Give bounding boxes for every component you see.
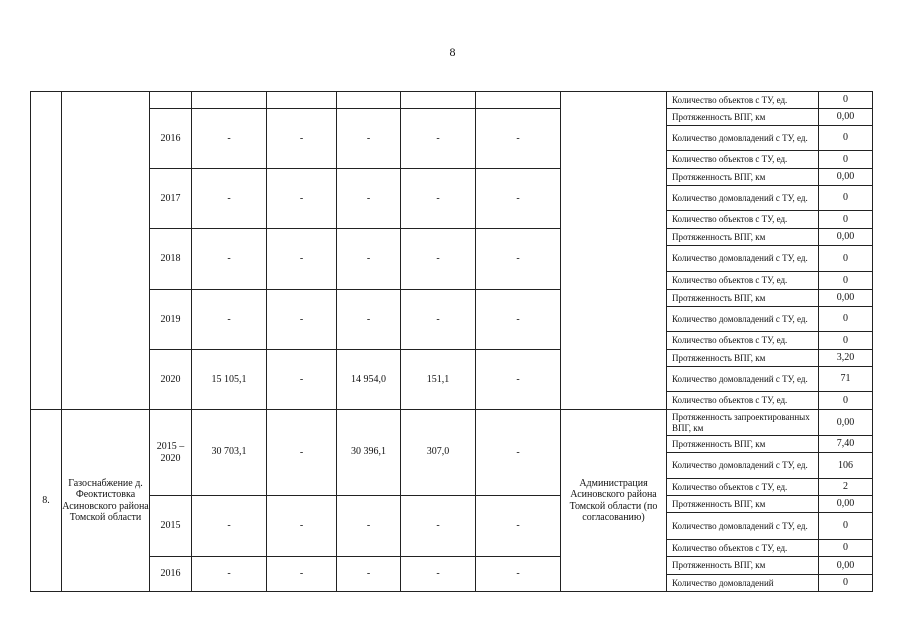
indicator-label-text: Количество объектов с ТУ, ед.: [672, 94, 788, 105]
year-cell: [149, 168, 192, 229]
indicator-value: [818, 306, 873, 332]
local-cell-text: -: [436, 253, 440, 265]
indicator-label-text: Протяженность ВПГ, км: [672, 231, 766, 242]
total-cell-text: -: [227, 520, 231, 532]
federal-cell: [266, 495, 337, 557]
indicator-label: [666, 349, 819, 367]
indicator-value: [818, 210, 873, 229]
page-number: 8: [449, 45, 456, 59]
indicator-value-text: 0: [843, 577, 848, 589]
federal-cell: [266, 556, 337, 592]
indicator-value: [818, 150, 873, 169]
indicator-value-text: 0: [843, 213, 848, 225]
local-cell-text: -: [436, 520, 440, 532]
indicator-value-text: 2: [843, 481, 848, 493]
executor-cell-continued: [560, 91, 667, 410]
local-cell-text: -: [436, 313, 440, 325]
item-name: [61, 409, 150, 592]
year-cell-text: 2019: [160, 313, 181, 325]
item-name-text: Газоснабжение д. Феоктистовка Асиновского района Томской области: [62, 477, 149, 523]
year-cell-text: 2015 – 2020: [156, 441, 185, 464]
other-cell-text: -: [516, 446, 520, 458]
federal-cell: [266, 409, 337, 496]
indicator-value: [818, 391, 873, 410]
other-cell-text: -: [516, 313, 520, 325]
item-number-text: 8.: [42, 494, 50, 506]
local-cell-text: -: [436, 132, 440, 144]
indicator-value-text: 0,00: [836, 292, 855, 304]
federal-cell-text: -: [299, 132, 304, 144]
indicator-value-text: 0: [843, 334, 848, 346]
item-executor: [560, 409, 667, 592]
indicator-value: [818, 366, 873, 392]
indicator-label: [666, 366, 819, 392]
indicator-value: [818, 185, 873, 211]
indicator-value-text: 0: [843, 542, 848, 554]
local-cell-text: -: [436, 568, 440, 580]
indicator-label: [666, 271, 819, 290]
indicator-label-text: Количество объектов с ТУ, ед.: [672, 214, 788, 225]
indicator-label: [666, 91, 819, 109]
indicator-label: [666, 435, 819, 453]
year-cell-text: 2015: [160, 520, 181, 532]
indicator-label: [666, 210, 819, 229]
local-cell-text: 151,1: [426, 373, 450, 385]
other-cell-text: -: [516, 520, 520, 532]
indicator-value: [818, 478, 873, 496]
total-cell: [191, 556, 267, 592]
indicator-value-text: 0: [843, 274, 848, 286]
federal-cell-text: -: [299, 313, 304, 325]
local-cell-text: -: [436, 192, 440, 204]
indicator-label: [666, 245, 819, 272]
indicator-value: [818, 289, 873, 307]
other-cell: [475, 228, 561, 290]
indicator-value-text: 0,00: [836, 416, 855, 428]
indicator-label: [666, 306, 819, 332]
indicator-label: [666, 556, 819, 575]
indicator-label: [666, 574, 819, 592]
other-cell-text: -: [516, 568, 520, 580]
indicator-label-text: Количество домовладений с ТУ, ед.: [672, 373, 808, 384]
indicator-label-text: Протяженность ВПГ, км: [672, 498, 766, 509]
regional-cell: [336, 495, 401, 557]
empty-cell: [191, 91, 267, 109]
federal-cell-text: -: [299, 192, 304, 204]
indicator-label-text: Количество домовладений с ТУ, ед.: [672, 253, 808, 264]
indicator-value: [818, 435, 873, 453]
indicator-value: [818, 168, 873, 186]
other-cell-text: -: [516, 373, 520, 385]
year-cell-text: 2020: [160, 373, 181, 385]
year-cell: [149, 409, 192, 496]
federal-cell-text: -: [299, 568, 304, 580]
regional-cell: [336, 108, 401, 169]
other-cell: [475, 556, 561, 592]
indicator-value: [818, 556, 873, 575]
indicator-label-text: Количество домовладений с ТУ, ед.: [672, 460, 808, 471]
indicator-label: [666, 185, 819, 211]
indicator-value: [818, 574, 873, 592]
indicator-label-text: Протяженность ВПГ, км: [672, 560, 766, 571]
year-cell: [149, 228, 192, 290]
federal-cell-text: -: [299, 373, 304, 385]
indicator-label-text: Количество объектов с ТУ, ед.: [672, 154, 788, 165]
empty-cell: [149, 91, 192, 109]
regional-cell: [336, 228, 401, 290]
indicator-label-text: Количество домовладений с ТУ, ед.: [672, 132, 808, 143]
indicator-value: [818, 245, 873, 272]
indicator-label: [666, 228, 819, 246]
total-cell-text: 30 703,1: [211, 446, 247, 457]
year-cell: [149, 556, 192, 592]
regional-cell-text: -: [366, 192, 371, 204]
other-cell: [475, 349, 561, 410]
regional-cell: [336, 556, 401, 592]
indicator-label-text: Протяженность ВПГ, км: [672, 292, 766, 303]
indicator-value-text: 0: [843, 94, 848, 106]
empty-cell: [475, 91, 561, 109]
indicator-label-text: Протяженность ВПГ, км: [672, 352, 766, 363]
total-cell: [191, 168, 267, 229]
regional-cell-text: -: [366, 313, 371, 325]
indicator-label: [666, 289, 819, 307]
indicator-label: [666, 478, 819, 496]
year-cell-text: 2016: [160, 568, 181, 580]
federal-cell-text: -: [299, 520, 304, 532]
year-cell-text: 2018: [160, 253, 181, 265]
regional-cell-text: -: [366, 520, 371, 532]
federal-cell: [266, 168, 337, 229]
indicator-value-text: 0,00: [836, 171, 855, 183]
total-cell-text: -: [227, 568, 231, 580]
indicator-label-text: Протяженность запроектированных ВПГ, км: [672, 412, 810, 433]
regional-cell: [336, 409, 401, 496]
indicator-value-text: 0: [843, 313, 848, 325]
indicator-label-text: Количество объектов с ТУ, ед.: [672, 395, 788, 406]
other-cell: [475, 409, 561, 496]
indicator-value: [818, 495, 873, 513]
indicator-label: [666, 108, 819, 126]
local-cell-text: 307,0: [426, 446, 450, 457]
total-cell-text: -: [227, 132, 231, 144]
total-cell: [191, 289, 267, 350]
item-number: [30, 409, 62, 592]
indicator-label-text: Протяженность ВПГ, км: [672, 111, 766, 122]
total-cell: [191, 349, 267, 410]
regional-cell: [336, 289, 401, 350]
federal-cell: [266, 349, 337, 410]
indicator-label-text: Количество домовладений с ТУ, ед.: [672, 520, 808, 531]
indicator-label-text: Количество объектов с ТУ, ед.: [672, 542, 788, 553]
year-cell-text: 2017: [160, 192, 181, 204]
name-cell-continued: [61, 91, 150, 410]
indicator-label: [666, 125, 819, 151]
indicator-label-text: Протяженность ВПГ, км: [672, 171, 766, 182]
local-cell: [400, 495, 476, 557]
local-cell: [400, 108, 476, 169]
total-cell: [191, 228, 267, 290]
indicator-value: [818, 452, 873, 479]
federal-cell: [266, 108, 337, 169]
regional-cell: [336, 349, 401, 410]
indicator-value-text: 0: [843, 252, 848, 264]
empty-cell: [266, 91, 337, 109]
regional-cell: [336, 168, 401, 229]
federal-cell-text: -: [299, 446, 304, 458]
indicator-value: [818, 271, 873, 290]
year-cell: [149, 108, 192, 169]
indicator-label-text: Количество объектов с ТУ, ед.: [672, 481, 788, 492]
year-cell: [149, 289, 192, 350]
year-cell: [149, 349, 192, 410]
indicator-label: [666, 452, 819, 479]
local-cell: [400, 228, 476, 290]
indicator-value-text: 0,00: [836, 231, 855, 243]
indicator-value: [818, 125, 873, 151]
indicator-label: [666, 539, 819, 557]
other-cell-text: -: [516, 253, 520, 265]
other-cell: [475, 495, 561, 557]
other-cell: [475, 168, 561, 229]
indicator-label: [666, 409, 819, 436]
indicator-value: [818, 512, 873, 540]
federal-cell: [266, 289, 337, 350]
indicator-value-text: 0,00: [836, 111, 855, 123]
indicator-value-text: 0,00: [836, 498, 855, 510]
indicator-label: [666, 331, 819, 350]
local-cell: [400, 556, 476, 592]
indicator-label-text: Количество домовладений с ТУ, ед.: [672, 313, 808, 324]
indicator-label: [666, 495, 819, 513]
indicator-label-text: Протяженность ВПГ, км: [672, 438, 766, 449]
indicator-value-text: 71: [840, 373, 851, 385]
other-cell-text: -: [516, 192, 520, 204]
indicator-value-text: 0,00: [836, 559, 855, 571]
other-cell-text: -: [516, 132, 520, 144]
indicator-value: [818, 228, 873, 246]
indicator-label: [666, 150, 819, 169]
year-cell-text: 2016: [160, 132, 181, 144]
empty-cell: [336, 91, 401, 109]
indicator-value-text: 3,20: [836, 352, 855, 364]
local-cell: [400, 349, 476, 410]
indicator-value: [818, 349, 873, 367]
indicator-value: [818, 539, 873, 557]
indicator-value: [818, 108, 873, 126]
total-cell-text: -: [227, 313, 231, 325]
year-cell: [149, 495, 192, 557]
total-cell-text: -: [227, 253, 231, 265]
indicator-label-text: Количество домовладений с ТУ, ед.: [672, 192, 808, 203]
indicator-value-text: 0: [843, 192, 848, 204]
total-cell-text: 15 105,1: [211, 373, 247, 385]
regional-cell-text: -: [366, 132, 371, 144]
indicator-value-text: 106: [838, 459, 853, 471]
indicator-value: [818, 91, 873, 109]
item-executor-text: Администрация Асиновского района Томской области (по согласованию): [569, 477, 658, 523]
indicator-value-text: 0: [843, 132, 848, 144]
num-cell-continued: [30, 91, 62, 410]
local-cell: [400, 168, 476, 229]
program-table: [30, 91, 872, 591]
other-cell: [475, 289, 561, 350]
indicator-label: [666, 512, 819, 540]
indicator-label-text: Количество объектов с ТУ, ед.: [672, 335, 788, 346]
local-cell: [400, 409, 476, 496]
local-cell: [400, 289, 476, 350]
indicator-value-text: 7,40: [836, 438, 855, 450]
empty-cell: [400, 91, 476, 109]
total-cell: [191, 495, 267, 557]
indicator-value-text: 0: [843, 394, 848, 406]
other-cell: [475, 108, 561, 169]
indicator-value: [818, 409, 873, 436]
federal-cell-text: -: [299, 253, 304, 265]
total-cell: [191, 409, 267, 496]
indicator-value-text: 0: [843, 153, 848, 165]
total-cell: [191, 108, 267, 169]
indicator-label: [666, 391, 819, 410]
indicator-label: [666, 168, 819, 186]
regional-cell-text: 14 954,0: [351, 373, 386, 385]
total-cell-text: -: [227, 192, 231, 204]
indicator-label-text: Количество домовладений: [672, 577, 774, 588]
regional-cell-text: -: [366, 253, 371, 265]
indicator-label-text: Количество объектов с ТУ, ед.: [672, 275, 788, 286]
indicator-value: [818, 331, 873, 350]
indicator-value-text: 0: [843, 520, 848, 532]
regional-cell-text: 30 396,1: [351, 446, 386, 457]
federal-cell: [266, 228, 337, 290]
regional-cell-text: -: [366, 568, 371, 580]
